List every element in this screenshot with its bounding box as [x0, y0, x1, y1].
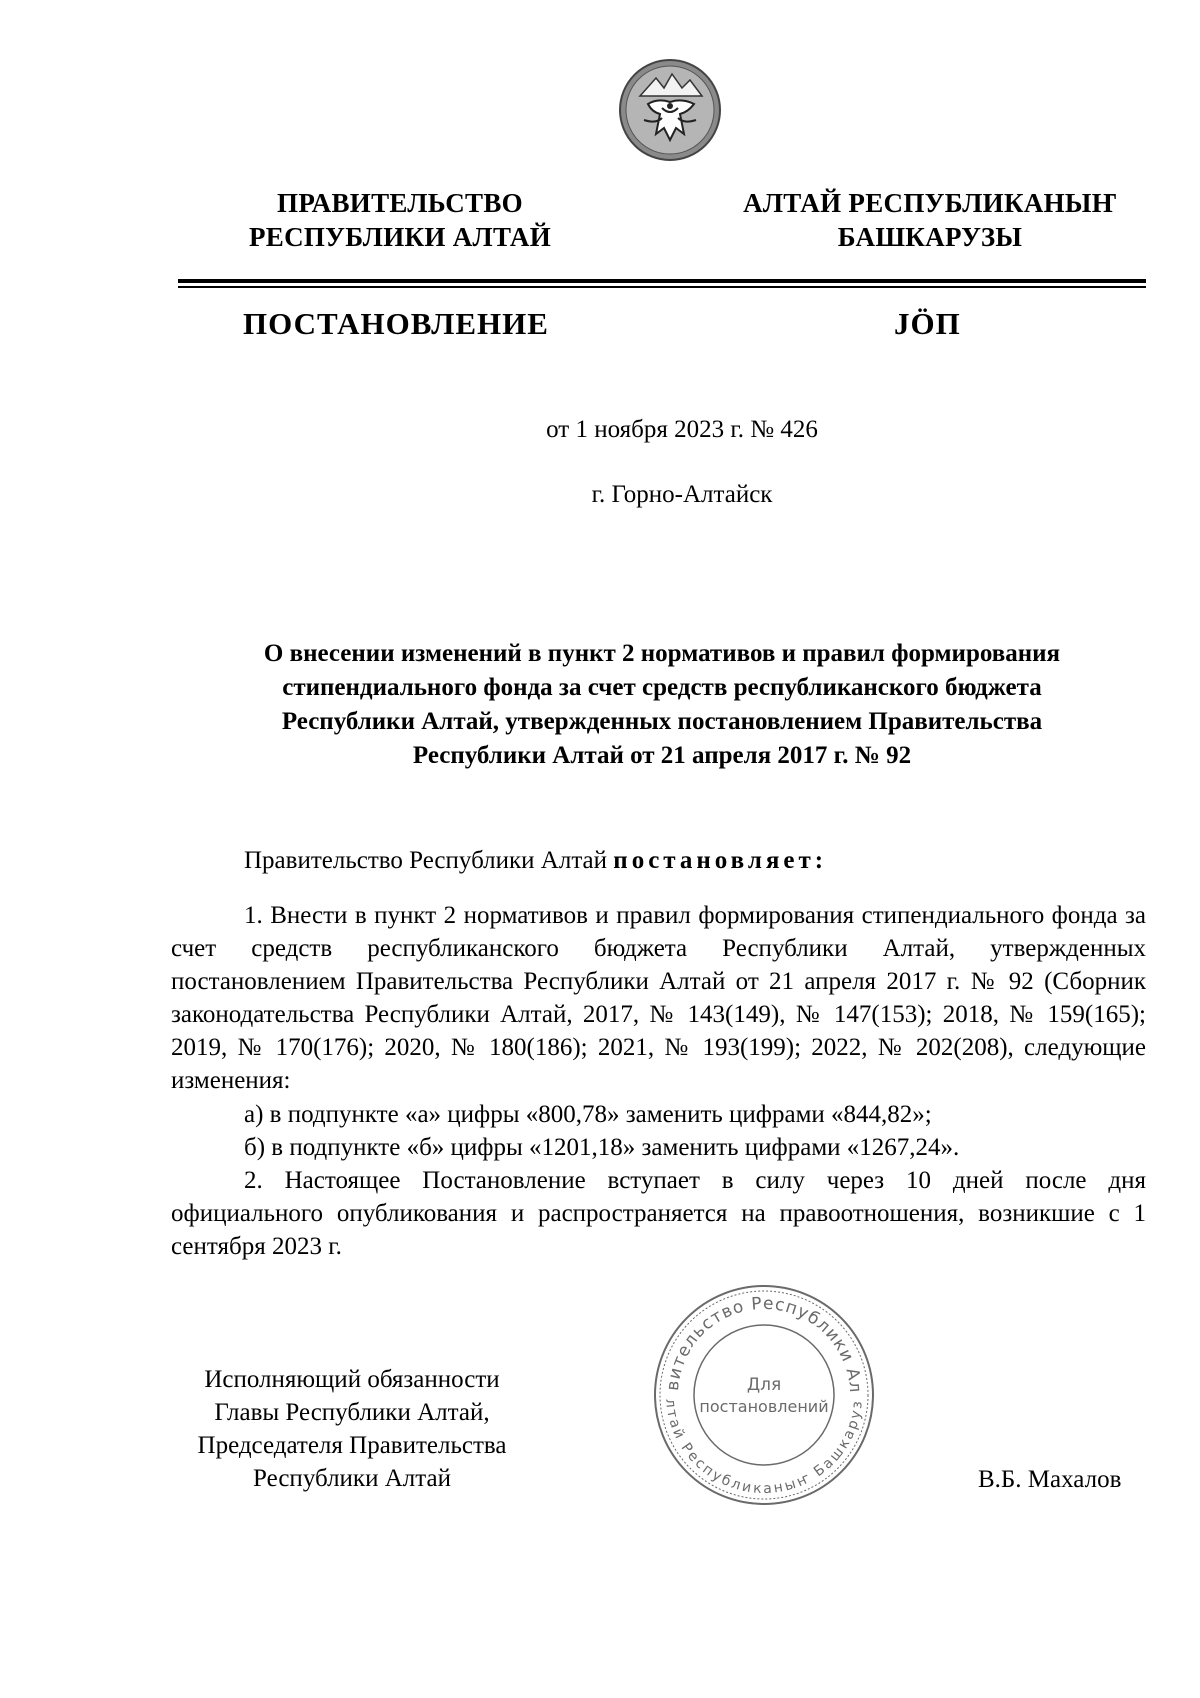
org-name-russian-line-2: РЕСПУБЛИКИ АЛТАЙ: [248, 222, 552, 252]
document-title: [178, 637, 1146, 773]
signer-name: В.Б. Махалов: [978, 1466, 1122, 1493]
paragraph-1: [171, 899, 1146, 1097]
header-rule-thick: [178, 279, 1146, 283]
preamble: [244, 844, 827, 877]
paragraph-2: [171, 1164, 1146, 1263]
preamble-text: Правительство Республики Алтай: [244, 847, 608, 874]
signatory-position-line-1: Исполняющий обязанности: [204, 1366, 500, 1393]
stamp-center-line-2: постановлений: [699, 1397, 829, 1416]
stamp-center-line-1: Для: [746, 1375, 782, 1395]
header-rule-thin: [178, 286, 1146, 288]
title-line-2: стипендиального фонда за счет средств республиканского бюджета: [282, 674, 1042, 701]
city-line: г. Горно-Алтайск: [591, 481, 773, 508]
stamp-ring-text-top: вительство Республики Ал: [662, 1293, 866, 1395]
signatory-position-line-3: Председателя Правительства: [197, 1432, 507, 1459]
doctype-russian: ПОСТАНОВЛЕНИЕ: [243, 306, 549, 341]
org-name-altai-line-1: АЛТАЙ РЕСПУБЛИКАНЫҤ: [743, 188, 1117, 218]
org-name-russian-line-1: ПРАВИТЕЛЬСТВО: [277, 188, 523, 218]
paragraph-2-text: 2. Настоящее Постановление вступает в силу через 10 дней после дня официального опубликования и распространяется на правоотношения, возникшие с 1 сентября 2023 г.: [171, 1167, 1146, 1260]
official-stamp: [651, 1282, 877, 1508]
preamble-keyword: постановляет:: [613, 847, 828, 874]
org-name-russian: [210, 186, 590, 254]
signatory-position-line-4: Республики Алтай: [253, 1465, 451, 1492]
doctype-altai: JӦП: [894, 306, 961, 341]
subpoint-b: б) в подпункте «б» цифры «1201,18» заменить цифрами «1267,24».: [244, 1134, 960, 1161]
coat-of-arms-emblem: [618, 58, 722, 162]
date-number-line: от 1 ноября 2023 г. № 426: [546, 416, 818, 443]
title-line-1: О внесении изменений в пункт 2 нормативов и правил формирования: [263, 640, 1061, 667]
signatory-position: [164, 1363, 540, 1495]
subpoint-a: а) в подпункте «а» цифры «800,78» заменить цифрами «844,82»;: [244, 1101, 932, 1128]
org-name-altai: [720, 186, 1140, 254]
title-line-3: Республики Алтай, утвержденных постановлением Правительства: [281, 708, 1043, 735]
paragraph-1-text: 1. Внести в пункт 2 нормативов и правил формирования стипендиального фонда за счет средств республиканского бюджета Республики Алтай, утвержденных постановлением Правительства Республики Алтай от 21 апреля 2017 г. № 92 (Сборник законодательства Республики Алтай, 2017, № 143(149), № 147(153); 2018, № 159(165); 2019, № 170(176); 2020, № 180(186); 2021, № 193(199); 2022, № 202(208), следующие изменения:: [171, 902, 1146, 1094]
signatory-position-line-2: Главы Республики Алтай,: [214, 1399, 490, 1426]
title-line-4: Республики Алтай от 21 апреля 2017 г. № 92: [412, 742, 912, 769]
stamp-ring-text-bottom: лтай Республиканыҥ Башкаруз: [661, 1398, 866, 1498]
org-name-altai-line-2: БАШКАРУЗЫ: [837, 222, 1023, 252]
